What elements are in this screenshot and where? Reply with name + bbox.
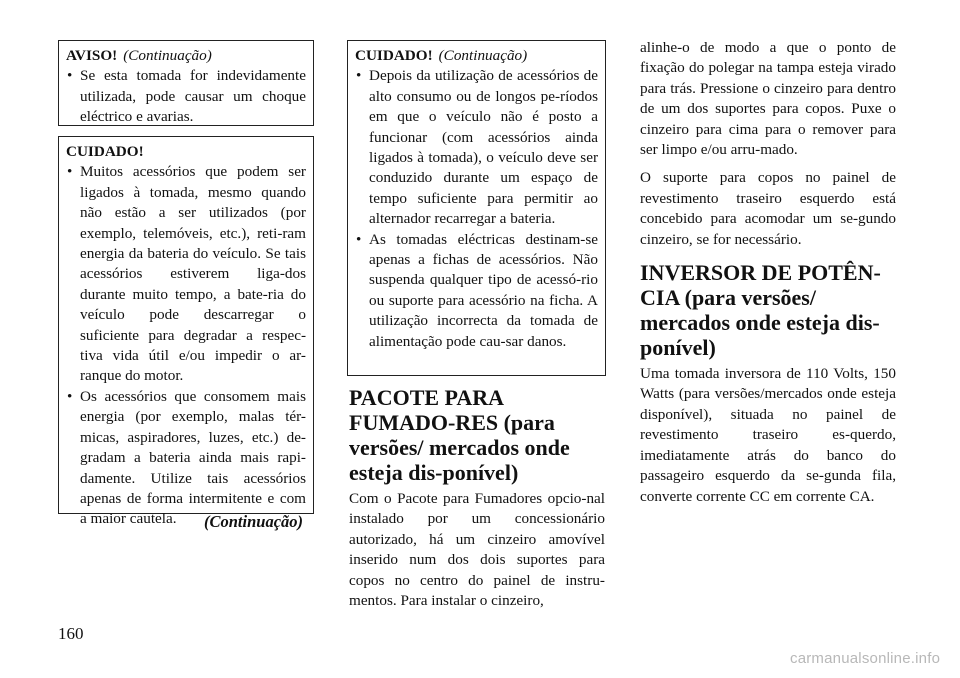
caution-title: CUIDADO! (Continuação)	[355, 47, 528, 64]
list-item: • Os acessórios que consomem mais energia (por exemplo, malas tér-micas, aspiradores, luzes, etc.) de-gradam a bateria ainda mais rapi-damente. Utilize tais acessórios apenas de forma intermitente e com a maior cautela.	[66, 387, 306, 530]
watermark: carmanualsonline.info	[790, 650, 941, 667]
body-paragraph: O suporte para copos no painel de revestimento traseiro esquerdo está concebido para acomodar um se-gundo cinzeiro, se for necessário.	[640, 169, 896, 248]
body-paragraph: Com o Pacote para Fumadores opcio-nal instalado por um concessionário autorizado, há um cinzeiro amovível inserido num dos dois suportes para copos no centro do painel de instru-mentos. Para instalar o cinzeiro,	[349, 490, 605, 610]
warning-list	[66, 66, 306, 127]
caution-title: CUIDADO!	[66, 143, 144, 160]
warning-box	[58, 40, 314, 126]
list-item: • Depois da utilização de acessórios de alto consumo ou de longos pe-ríodos em que o veículo não é posto a funcionar (com acessórios ainda ligados à tomada), o veículo deve ser conduzido durante um espaço de tempo suficiente para permitir ao alternador recarregar a bateria.	[355, 66, 598, 229]
warning-title: AVISO! (Continuação)	[66, 47, 212, 64]
right-column	[640, 38, 896, 515]
section-heading: PACOTE PARA FUMADO-RES (para versões/ mercados onde esteja dis-ponível)	[349, 385, 570, 485]
continued-label: (Continuação)	[204, 512, 304, 531]
list-item: • As tomadas eléctricas destinam-se apenas a fichas de acessórios. Não suspenda qualquer tipo de acessó-rio ou suporte para acessório na ficha. A utilização incorrecta da tomada de alimentação pode cau-sar danos.	[355, 230, 598, 352]
caution-list	[355, 66, 598, 352]
body-paragraph: Uma tomada inversora de 110 Volts, 150 Watts (para versões/mercados onde esteja disponível), situada no painel de revestimento traseiro es-querdo, imediatamente atrás do banco do passageiro esquerdo da se-gunda fila, converte corrente CC em corrente CA.	[640, 365, 896, 505]
section-heading: INVERSOR DE POTÊN-CIA (para versões/ mercados onde esteja dis-ponível)	[640, 260, 881, 361]
list-item: • Muitos acessórios que podem ser ligados à tomada, mesmo quando não estão a ser utilizados (por exemplo, telemóveis, etc.), reti-ram energia da bateria do veículo. Se tais acessórios estiverem liga-dos durante muito tempo, a bate-ria do veículo pode descarregar o suficiente para degradar a respec-tiva vida útil e/ou impedir o ar-ranque do motor.	[66, 162, 306, 386]
caution-list	[66, 162, 306, 529]
smoker-section	[349, 385, 605, 619]
caution-box-continued	[347, 40, 606, 376]
continuation-label: (Continuação)	[123, 47, 212, 64]
body-paragraph: alinhe-o de modo a que o ponto de fixação do polegar na tampa esteja virado para trás. Pressione o cinzeiro para dentro de um dos suportes para copos. Puxe o cinzeiro para cima para o remover para ser limpo e/ou arru-mado.	[640, 39, 896, 159]
continuation-label: (Continuação)	[438, 47, 528, 64]
page-number: 160	[58, 624, 84, 643]
list-item: • Se esta tomada for indevidamente utilizada, pode causar um choque eléctrico e avarias.	[66, 66, 306, 127]
